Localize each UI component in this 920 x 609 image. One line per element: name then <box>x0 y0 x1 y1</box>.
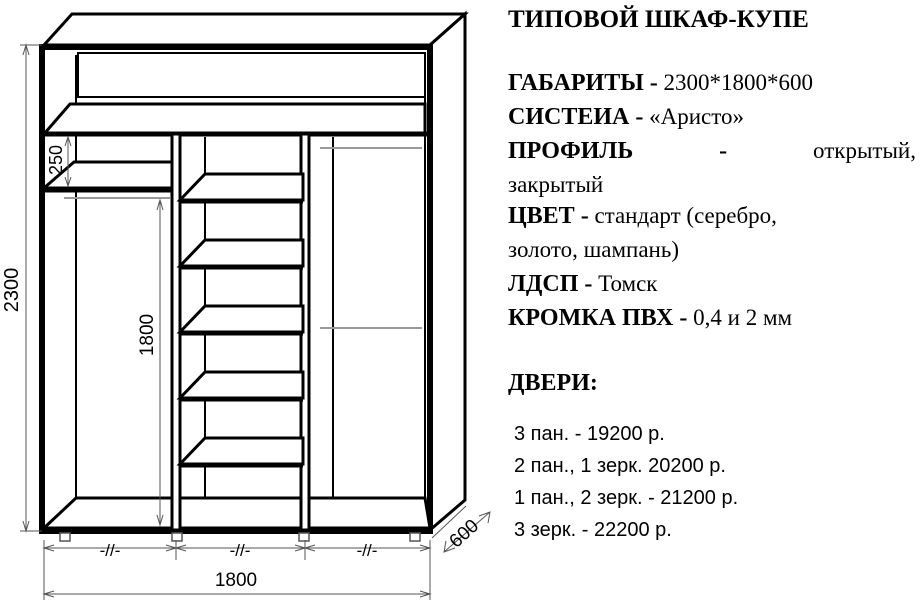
spec-ldsp-value: Томск <box>598 271 658 296</box>
spec-color-value-2: золото, шампань) <box>508 237 680 262</box>
spec-dimensions <box>508 70 916 97</box>
shelf-4 <box>180 372 303 398</box>
spec-profile-label: ПРОФИЛЬ <box>508 138 634 164</box>
section-label-3: -//- <box>356 541 378 560</box>
spec-system <box>508 104 916 131</box>
height-label: 2300 <box>1 267 23 313</box>
spec-ldsp-label: ЛДСП - <box>508 271 593 297</box>
spec-edge-label: КРОМКА ПВХ - <box>508 305 688 331</box>
hanger-dimension <box>157 200 163 525</box>
spec-edge-value: 0,4 и 2 мм <box>693 305 793 330</box>
spec-color <box>508 203 916 230</box>
spec-color-label: ЦВЕТ - <box>508 203 589 229</box>
spec-system-label: СИСТЕИА - <box>508 104 644 130</box>
door-price-4: 3 зерк. - 22200 р. <box>514 519 672 541</box>
cabinet-top <box>44 14 465 45</box>
door-price-3: 1 пан., 2 зерк. - 21200 р. <box>514 487 739 509</box>
middle-shelves <box>180 174 303 465</box>
spec-system-value: «Аристо» <box>649 104 744 129</box>
width-label: 1800 <box>214 570 258 591</box>
spec-profile-value-2: закрытый <box>508 172 604 197</box>
height-dimension <box>20 45 42 531</box>
page-title: ТИПОВОЙ ШКАФ-КУПЕ <box>508 6 809 33</box>
shelf-height-label: 250 <box>46 144 66 176</box>
feet <box>60 533 420 541</box>
spec-ldsp <box>508 271 916 298</box>
door-price-2: 2 пан., 1 зерк. 20200 р. <box>514 455 726 477</box>
hanger-height-label: 1800 <box>137 313 158 357</box>
spec-dimensions-label: ГАБАРИТЫ - <box>508 70 658 96</box>
door-price-1: 3 пан. - 19200 р. <box>514 423 665 445</box>
section-label-1: -//- <box>99 541 121 560</box>
shelf-3 <box>180 306 303 332</box>
depth-label: 600 <box>445 515 484 553</box>
spec-profile-dash: - <box>719 138 728 164</box>
shelf-2 <box>180 240 303 266</box>
shelf-5 <box>180 438 303 464</box>
spec-dimensions-value: 2300*1800*600 <box>663 70 814 95</box>
spec-edge <box>508 305 916 332</box>
cabinet-frame-inner <box>78 53 425 97</box>
bottom-base <box>44 498 430 528</box>
spec-color-value: стандарт (серебро, <box>594 203 777 228</box>
shelf-1 <box>180 174 303 200</box>
width-dimension <box>44 591 430 597</box>
cabinet-side <box>430 14 465 530</box>
spec-profile-value: открытый, <box>813 138 916 163</box>
section-label-2: -//- <box>229 541 251 560</box>
spec-profile <box>508 138 916 165</box>
top-shelf <box>44 104 425 134</box>
doors-title: ДВЕРИ: <box>508 370 598 396</box>
